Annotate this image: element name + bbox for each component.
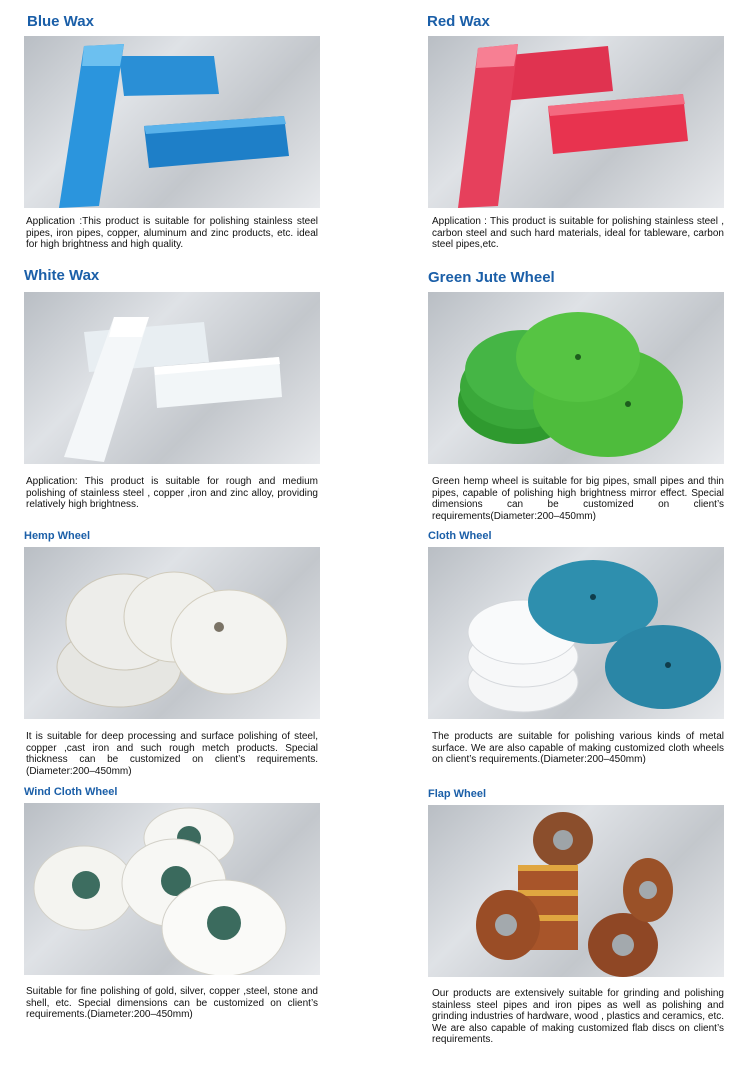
product-desc-flap-wheel: Our products are extensively suitable for grinding and polishing stainless steel pipes and iron pipes as well as polishing and grinding industries of hardware, wood , plastics and ceramics, etc. We are also capable of making customized flab discs on client’s requirements.	[432, 988, 724, 1045]
product-desc-red-wax: Application : This product is suitable for polishing stainless steel , carbon steel and such hard materials, ideal for tableware, carbon steel pipes,etc.	[432, 216, 724, 250]
product-photo-blue-wax	[24, 36, 320, 208]
product-title-wind-cloth-wheel: Wind Cloth Wheel	[24, 786, 118, 798]
product-title-white-wax: White Wax	[24, 267, 100, 284]
product-desc-cloth-wheel: The products are suitable for polishing various kinds of metal surface. We are also capable of making customized cloth wheels on client’s requirements.(Diameter:200–450mm)	[432, 731, 724, 765]
product-title-green-jute-wheel: Green Jute Wheel	[428, 269, 555, 286]
product-desc-wind-cloth-wheel: Suitable for fine polishing of gold, silver, copper ,steel, stone and shell, etc. Special dimensions can be customized on client’s requirements.(Diameter:200–450mm)	[26, 986, 318, 1020]
product-title-blue-wax: Blue Wax	[27, 13, 94, 30]
product-photo-flap-wheel	[428, 805, 724, 977]
product-photo-hemp-wheel	[24, 547, 320, 719]
product-photo-green-jute-wheel	[428, 292, 724, 464]
product-desc-white-wax: Application: This product is suitable for rough and medium polishing of stainless steel , copper ,iron and zinc alloy, providing relatively high brightness.	[26, 476, 318, 510]
product-photo-red-wax	[428, 36, 724, 208]
product-photo-cloth-wheel	[428, 547, 724, 719]
product-title-cloth-wheel: Cloth Wheel	[428, 530, 492, 542]
product-desc-blue-wax: Application :This product is suitable for polishing stainless steel pipes, iron pipes, copper, aluminum and zinc products, etc. ideal for high brightness and high quality.	[26, 216, 318, 250]
product-title-hemp-wheel: Hemp Wheel	[24, 530, 91, 542]
product-desc-green-jute-wheel: Green hemp wheel is suitable for big pipes, small pipes and thin pipes, capable of polishing high brightness mirror effect. Special dimensions can be customized on client’s requirements(Diameter:200–450mm)	[432, 476, 724, 522]
product-photo-white-wax	[24, 292, 320, 464]
product-title-red-wax: Red Wax	[427, 13, 490, 30]
product-desc-hemp-wheel: It is suitable for deep processing and surface polishing of steel, copper ,cast iron and such rough metch products. Special thickness can be customized on client’s requirements. (Diameter:200–450mm)	[26, 731, 318, 777]
product-photo-wind-cloth-wheel	[24, 803, 320, 975]
product-title-flap-wheel: Flap Wheel	[428, 788, 487, 800]
